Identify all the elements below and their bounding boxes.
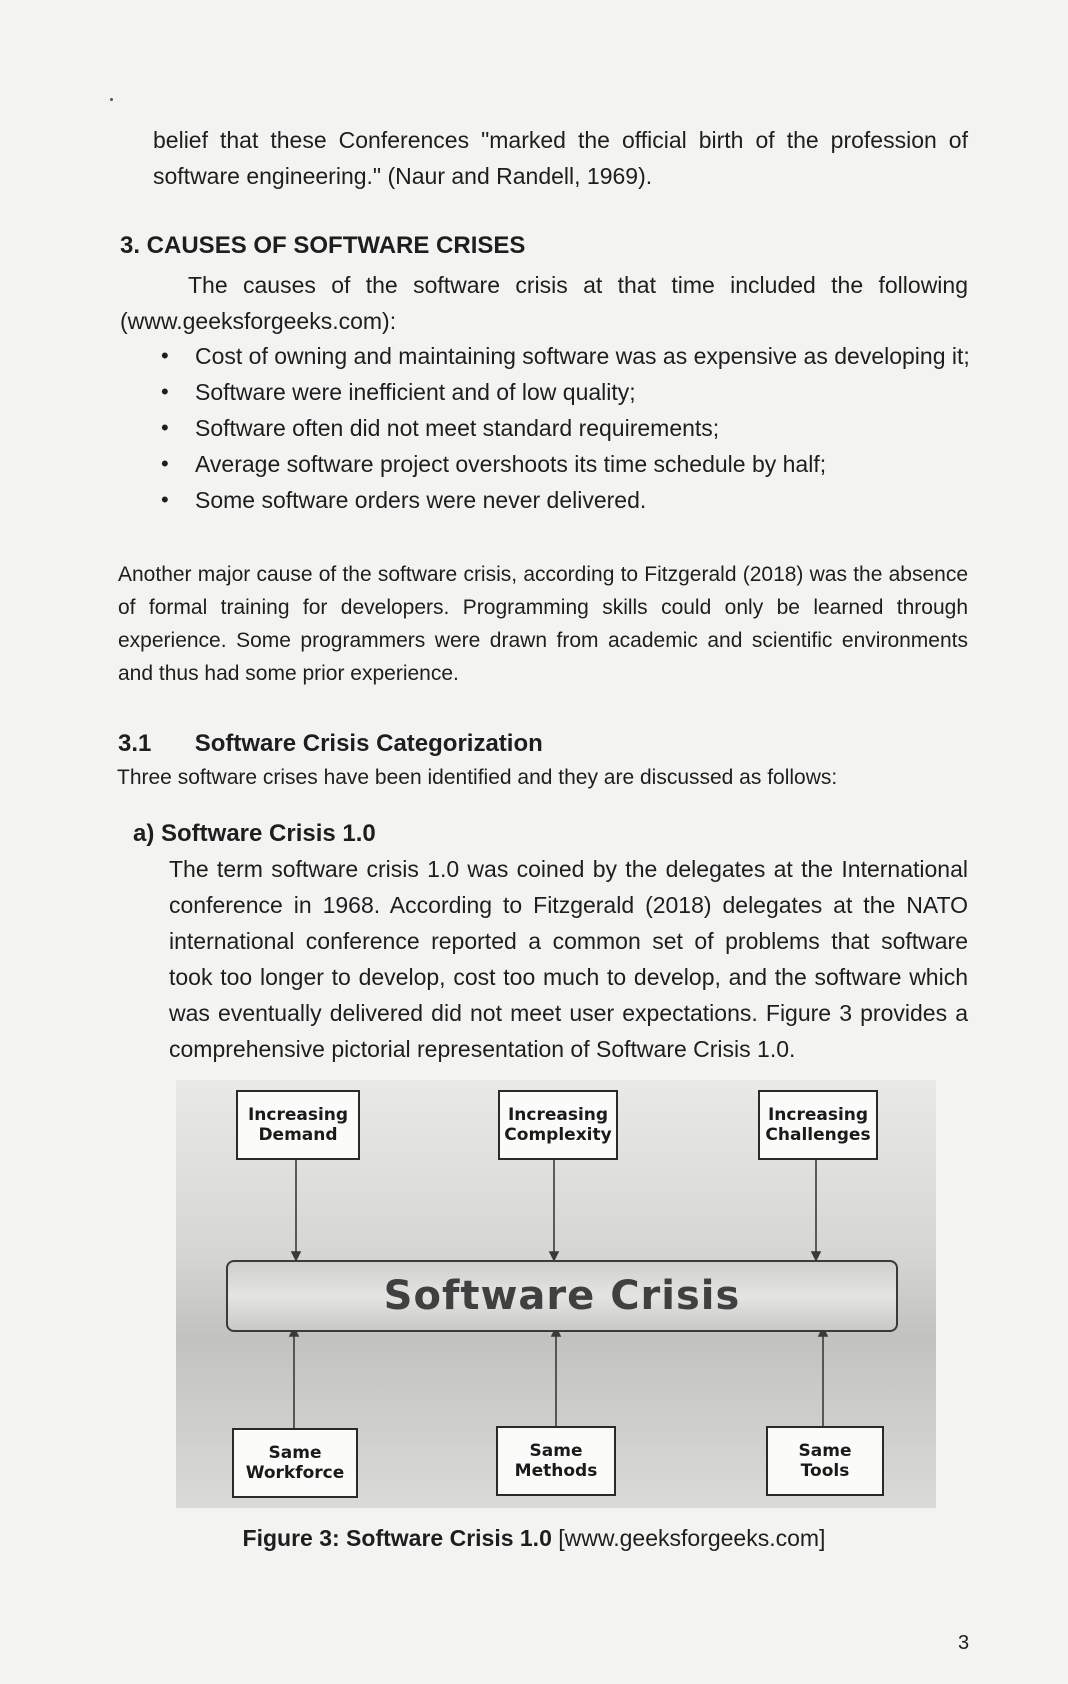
bullet-icon: • [161, 343, 169, 368]
section-number: 3.1 [118, 730, 152, 757]
bullet-icon: • [161, 451, 169, 476]
page-number: 3 [958, 1632, 970, 1654]
section-3-1-intro: Three software crises have been identified and they are discussed as follows: [117, 766, 838, 789]
figure-caption [0, 1525, 1068, 1552]
subsection-a-paragraph: The term software crisis 1.0 was coined by the delegates at the International conference in 1968. According to Fitzgerald (2018) delegates at the NATO international conference reported a common set of problems that software took too longer to develop, cost too much to develop, and the software which was eventually delivered did not meet user expectations. Figure 3 provides a comprehensive pictorial representation of Software Crisis 1.0. [169, 856, 968, 1062]
figure-caption-title: Figure 3: Software Crisis 1.0 [242, 1525, 552, 1551]
list-item: • Cost of owning and maintaining software was as expensive as developing it; [155, 338, 970, 374]
figure-caption-source: [www.geeksforgeeks.com] [551, 1525, 826, 1551]
section-3-1-heading [118, 730, 543, 758]
list-item: • Average software project overshoots its time schedule by half; [155, 446, 970, 482]
section-3-heading: 3. CAUSES OF SOFTWARE CRISES [120, 232, 526, 259]
subsection-a-heading: a) Software Crisis 1.0 [133, 820, 376, 847]
causes-list [155, 338, 970, 518]
box-increasing-complexity: Increasing Complexity [498, 1090, 618, 1160]
section-title: Software Crisis Categorization [194, 730, 543, 757]
software-crisis-bar [226, 1260, 898, 1332]
box-increasing-demand: Increasing Demand [236, 1090, 360, 1160]
arrow-head-icon [292, 1252, 300, 1260]
arrow-head-icon [812, 1252, 820, 1260]
section-3-paragraph-2: Another major cause of the software crisis, according to Fitzgerald (2018) was the absence of formal training for developers. Programming skills could only be learned through experience. Some programmers were drawn from academic and scientific environments and thus had some prior experience. [118, 563, 968, 685]
software-crisis-diagram [176, 1080, 936, 1508]
list-item: • Software often did not meet standard requirements; [155, 410, 970, 446]
box-same-workforce: Same Workforce [232, 1428, 358, 1498]
box-same-methods: Same Methods [496, 1426, 616, 1496]
intro-paragraph: belief that these Conferences "marked the official birth of the profession of software engineering." (Naur and Randell, 1969). [153, 127, 968, 189]
list-item: • Some software orders were never delivered. [155, 482, 970, 518]
box-same-tools: Same Tools [766, 1426, 884, 1496]
bullet-icon: • [161, 415, 169, 440]
arrow-head-icon [550, 1252, 558, 1260]
list-item: • Software were inefficient and of low quality; [155, 374, 970, 410]
software-crisis-label: Software Crisis [383, 1273, 741, 1319]
section-3-intro: The causes of the software crisis at that time included the following (www.geeksforgeeks.com): [120, 272, 968, 334]
box-increasing-challenges: Increasing Challenges [758, 1090, 878, 1160]
stray-mark [110, 98, 113, 101]
bullet-icon: • [161, 487, 169, 512]
bullet-icon: • [161, 379, 169, 404]
